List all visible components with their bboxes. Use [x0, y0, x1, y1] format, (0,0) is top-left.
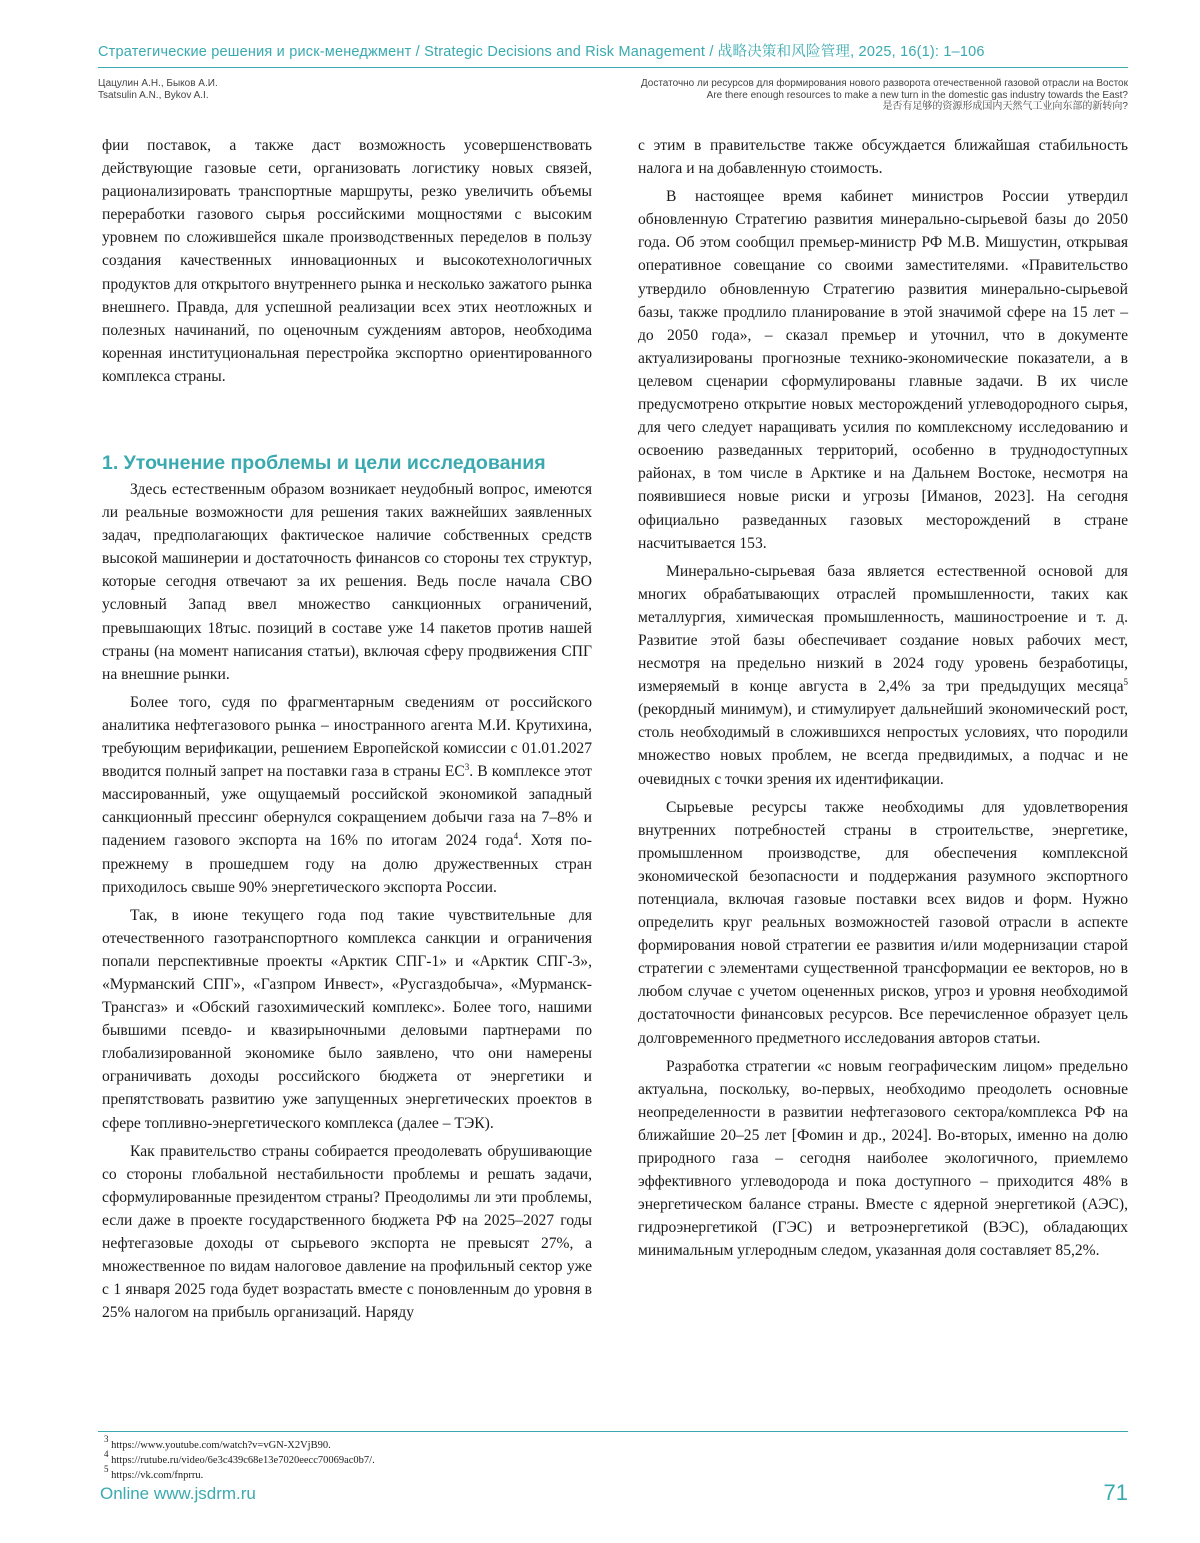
paragraph: с этим в правительстве также обсуждается ближайшая стабильность налога и на добавленную стоимость. — [638, 137, 1128, 178]
footnote-link[interactable]: https://rutube.ru/video/6e3c439c68e13e7020eecc70069ac0b7/. — [108, 1455, 375, 1466]
title-zh: 是否有足够的资源形成国内天然气工业向东部的新转向? — [882, 101, 1128, 112]
section-heading: 1. Уточнение проблемы и цели исследования — [102, 452, 546, 474]
header-rule — [98, 67, 1128, 68]
paragraph: Сырьевые ресурсы также необходимы для удовлетворения внутренних потребностей страны в строительстве, энергетике, промышленном производстве, для обеспечения комплексной экономической безопасности и поддержания разумного экспортного потенциала, включая газовые поставки всех видов и форм. Нужно определить круг реальных возможностей газовой отрасли в аспекте формирования новой стратегии ее развития и/или модернизации старой стратегии с элементами существенной трансформации ее векторов, но в любом случае с учетом оцененных рисков, угроз и уровня необходимой достаточности финансовых ресурсов. Все перечисленное образует цель долговременного предметного исследования авторов статьи. — [638, 798, 1128, 1047]
footnote-number: 3 — [104, 1434, 109, 1444]
paragraph: фии поставок, а также даст возможность усовершенствовать действующие газовые сети, организовать логистику новых связей, рационализировать транспортные маршруты, резко увеличить объемы переработки газового сырья российскими мощностями с высоким уровнем по сложившейся шкале производственных переделов в пользу создания качественных инновационных и высокотехнологичных продуктов для открытого внутреннего рынка и несколько зажатого рынка внешнего. Правда, для успешной реализации всех этих неотложных и полезных начинаний, по оценочным суждениям авторов, необходима коренная институциональная перестройка экспортно ориентированного комплекса страны. — [102, 137, 592, 385]
paragraph — [102, 691, 592, 899]
running-head-authors — [98, 78, 218, 101]
paragraph: Разработка стратегии «с новым географическим лицом» предельно актуальна, поскольку, во-первых, необходимо преодолеть основные неопределенности в развитии нефтегазового сектора/комплекса РФ на ближайшие 20–25 лет [Фомин и др., 2024]. Во-вторых, именно на долю природного газа – сегодня наиболее экологичного, приемлемо эффективного углеводорода и пока доступного – приходится 48% в энергетическом балансе страны. Вместе с ядерной энергетикой (АЭС), гидроэнергетикой (ГЭС) и ветроэнергетикой (ВЭС), обладающих минимальным углеродным следом, указанная доля составляет 85,2%. — [638, 1057, 1128, 1260]
text-run: . Хотя по-прежнему в прошедшем году на долю дружественных стран приходилось свыше 90% энергетического экспорта России. — [102, 832, 592, 896]
right-column — [638, 134, 1128, 1263]
authors-ru: Цацулин А.Н., Быков А.И. — [98, 78, 218, 89]
title-ru: Достаточно ли ресурсов для формирования нового разворота отечественной газовой отрасли на Восток — [640, 78, 1128, 89]
footnote-ref: 3 — [464, 762, 470, 773]
footnote-number: 4 — [104, 1449, 109, 1459]
text-run: Более того, судя по фрагментарным сведениям от российского аналитика нефтегазового рынка – иностранного агента М.И. Крутихина, требующим верификации, решением Европейской комиссии с 01.01.2027 вводится полный запрет на поставки газа в страны ЕС — [102, 693, 592, 781]
journal-website-link[interactable]: Online www.jsdrm.ru — [100, 1484, 256, 1503]
footnote — [104, 1434, 375, 1453]
paragraph: Как правительство страны собирается преодолевать обрушивающие со стороны глобальной нестабильности проблемы и решать задачи, сформулированные президентом страны? Преодолимы ли эти проблемы, если даже в проекте государственного бюджета РФ на 2025–2027 годы нефтегазовые доходы от сырьевого экспорта не превысят 27%, а множественное по видам налоговое давление на профильный сектор уже с 1 января 2025 года будет возрастать вместе с поновленным до уровня в 25% налогом на прибыль организаций. Наряду — [102, 1142, 592, 1322]
footnote — [104, 1449, 375, 1468]
paragraph: Здесь естественным образом возникает неудобный вопрос, имеются ли реальные возможности для решения таких важнейших заявленных задач, предполагающих фактическое наличие собственных средств высокой машинерии и достаточность финансов со стороны тех структур, которые сегодня отвечают за их решения. Ведь после начала СВО условный Запад ввел множество санкционных ограничений, превышающих 18тыс. позиций в составе уже 14 пакетов против нашей страны (на момент написания статьи), включая сферу продвижения СПГ на внешние рынки. — [102, 481, 592, 683]
authors-en: Tsatsulin A.N., Bykov A.I. — [98, 89, 209, 101]
text-run: (рекордный минимум), и стимулирует дальнейший экономический рост, столь необходимый в сложившихся непростых условиях, что породили множество новых проблем, не всегда предвидимых, а подчас и не очевидных с точки зрения их идентификации. — [638, 701, 1128, 788]
footnote-link[interactable]: https://www.youtube.com/watch?v=vGN-X2VjB90. — [108, 1440, 331, 1451]
left-column — [102, 134, 592, 1322]
footnote-number: 5 — [104, 1464, 109, 1474]
footnotes — [104, 1434, 375, 1483]
page-number: 71 — [1103, 1480, 1128, 1505]
section-body — [102, 478, 592, 1324]
footnote-rule — [98, 1431, 1128, 1432]
footnote-ref: 4 — [513, 831, 519, 842]
title-en: Are there enough resources to make a new turn in the domestic gas industry towards the East? — [706, 89, 1128, 101]
footnote-link[interactable]: https://vk.com/fnprru. — [108, 1470, 204, 1481]
paragraph: Так, в июне текущего года под такие чувствительные для отечественного газотранспортного комплекса санкции и ограничения попали перспективные проекты «Арктик СПГ-1» и «Арктик СПГ-3», «Мурманский СПГ», «Газпром Инвест», «Русгаздобыча», «Мурманск-Трансгаз» и «Обский газохимический комплекс». Более того, нашими бывшими псевдо- и квазирыночными деловыми партнерами по глобализированной экономике было заявлено, что они намерены ограничивать доходы российского бюджета от энергетики и препятствовать развитию уже запущенных энергетических проектов в сфере топливно-энергетического комплекса (далее – ТЭК). — [102, 906, 592, 1132]
journal-running-title: Стратегические решения и риск-менеджмент / Strategic Decisions and Risk Management / 战略决策和风险管理, 2025, 16(1): 1–106 — [98, 44, 985, 60]
text-run: Минерально-сырьевая база является естественной основой для многих обрабатывающих отраслей промышленности, таких как металлургия, химическая промышленность, машиностроение и т. д. Развитие этой базы обеспечивает создание новых рабочих мест, несмотря на предельно низкий в 2024 году уровень безработицы, измеряемый в конце августа в 2,4% за три предыдущих месяца — [638, 562, 1128, 696]
footnote — [104, 1464, 375, 1483]
running-head-title — [641, 78, 1128, 113]
paragraph — [638, 560, 1128, 791]
paragraph: В настоящее время кабинет министров России утвердил обновленную Стратегию развития минерально-сырьевой базы до 2050 года. Об этом сообщил премьер-министр РФ М.В. Мишустин, открывая оперативное совещание со своими заместителями. «Правительство утвердило обновленную Стратегию развития минерально-сырьевой базы, также продлило планирование в этой значимой сфере на 15 лет – до 2050 года», – сказал премьер и уточнил, что в документе актуализированы прогнозные технико-экономические показатели, а в целевом сценарии сформулированы главные задачи. В их числе предусмотрено открытие новых месторождений углеводородного сырья, для чего следует наращивать усилия по комплексному исследованию и освоению разведанных территорий, особенно в труднодоступных районах, в том числе в Арктике и на Дальнем Востоке, несмотря на появившиеся новые риски и угрозы [Иманов, 2023]. На сегодня официально разведанных газовых месторождений в стране насчитывается 153. — [638, 188, 1128, 552]
text-run: . В комплексе этот массированный, уже ощущаемый российской экономикой западный санкционный прессинг обернулся сокращением добычи газа на 7–8% и падением газового экспорта на 16% по итогам 2024 года — [102, 763, 592, 850]
footnote-ref: 5 — [1123, 677, 1128, 688]
